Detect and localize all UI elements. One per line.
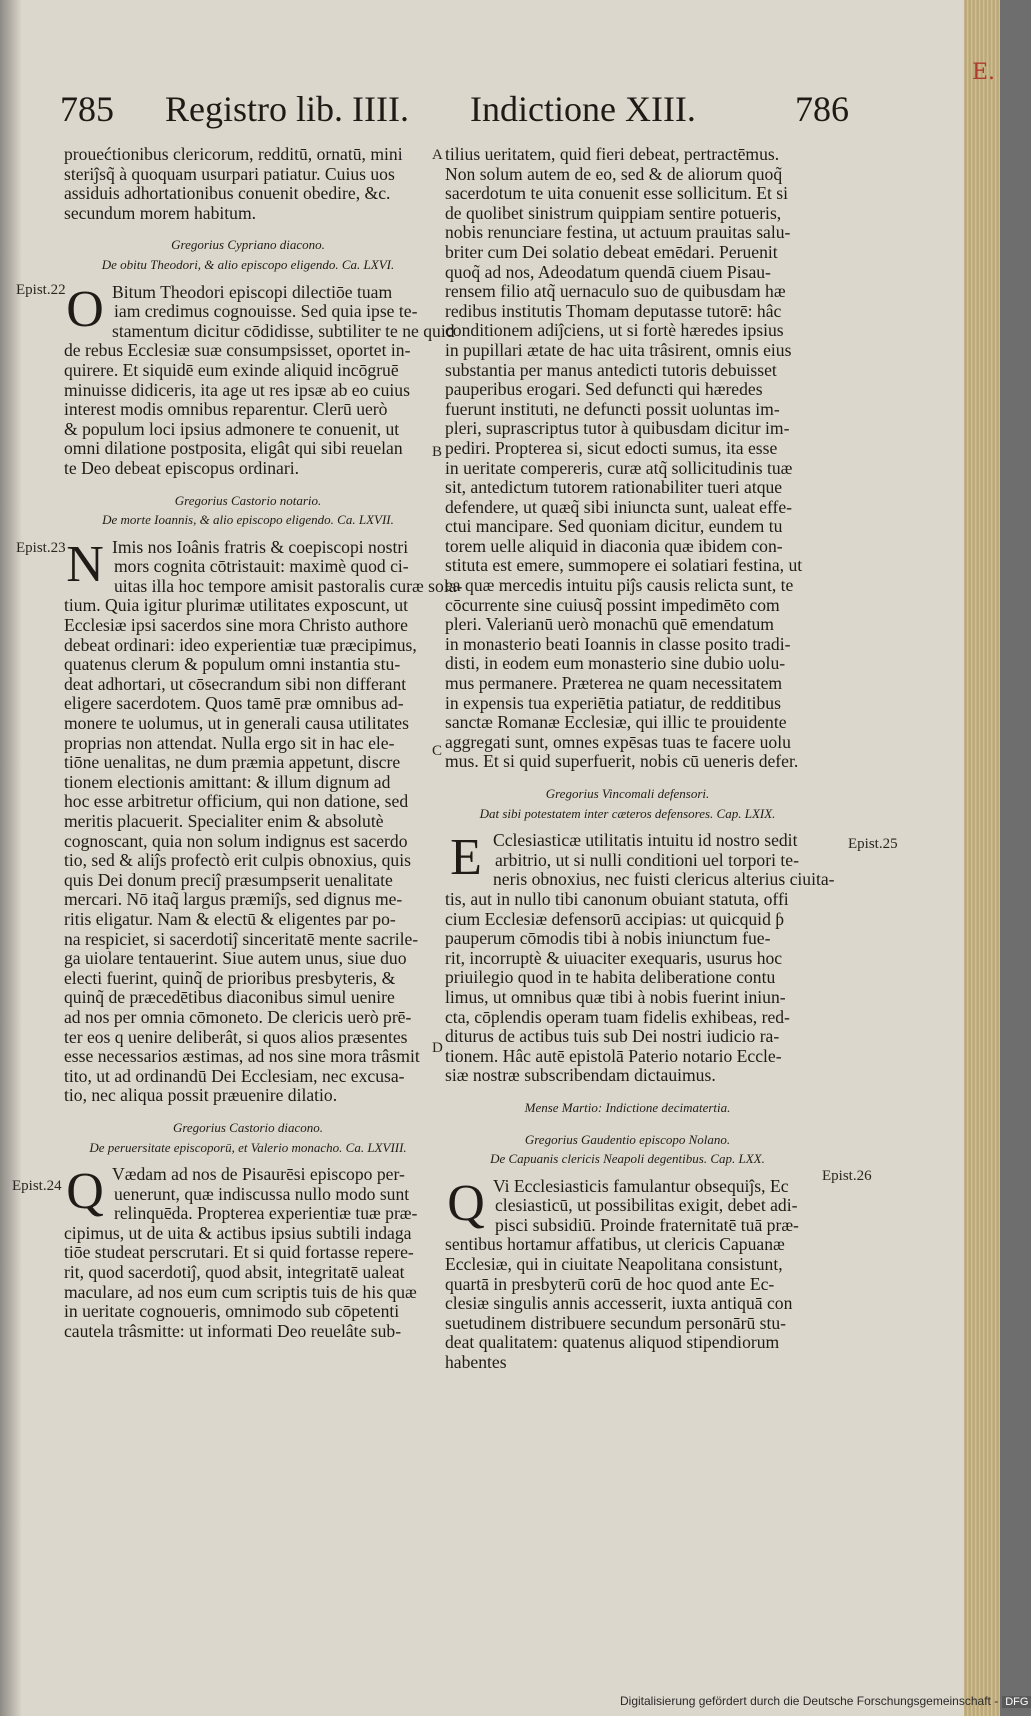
- text-line: interest modis omnibus reparentur. Clerū uerò: [64, 399, 388, 420]
- text-line: steriĵsq̃ à quoquam usurpari patiatur. Cuius uos: [64, 163, 395, 184]
- text-line: na respiciet, si sacerdotiĵ sinceritatē mente sacrile-: [64, 928, 419, 949]
- text-line: de quolibet sinistrum quippiam sentire potueris,: [445, 202, 782, 223]
- text-line: in monasterio beati Ioannis in classe posito tradi-: [445, 633, 791, 654]
- text-line: deat qualitatem: quatenus aliquod stipendiorum: [445, 1332, 780, 1353]
- text-line: nobis renunciare festina, ut actuum prauitas salu-: [445, 222, 791, 243]
- text-line: sit, antedictum tutorem rationabiliter tueri atque: [445, 477, 783, 498]
- drop-cap-initial: E: [450, 829, 482, 887]
- text-line: quoq̃ ad nos, Adeodatum quendā ciuem Pisau-: [445, 261, 771, 282]
- text-line: electi fuerint, quinq̃ de prioribus presbyteris, &: [64, 967, 396, 988]
- running-header: [55, 88, 964, 148]
- text-line: pauperum cōmodis tibi à nobis iniunctum fue-: [445, 928, 771, 949]
- text-line: ctui mancipare. Sed quoniam dicitur, eundem tu: [445, 516, 783, 537]
- text-line: ad nos per omnia cōmoneto. De clericis uerò prē-: [64, 1006, 412, 1027]
- text-line: suetudinem distribuere secundum personārū stu-: [445, 1312, 787, 1333]
- text-line: tiōe studeat perscrutari. Et si quid fortasse repere-: [64, 1242, 414, 1263]
- text-line: rensem filio atq̃ uernaculo suo de quibusdam hæ: [445, 281, 786, 302]
- text-line: cognoscant, quia non solum indignus est sacerdo: [64, 830, 408, 851]
- text-line: aggregati sunt, omnes expēsas tuas te facere uolu: [445, 731, 791, 752]
- drop-cap-initial: N: [66, 535, 104, 593]
- section-marker-d: D: [432, 1040, 443, 1056]
- text-line: cta, cōplendis operam tuam fidelis exhibeas, red-: [445, 1006, 790, 1027]
- text-line: clesiasticū, ut possibilitas exigit, debet adi-: [495, 1195, 798, 1216]
- chapter-subheading: De morte Ioannis, & alio episcopo eligendo. Ca. LXVII.: [102, 512, 394, 528]
- text-line: relinquēda. Propterea experientiæ tuæ præ-: [114, 1203, 418, 1224]
- text-line: meritis placuerit. Specialiter enim & absolutè: [64, 811, 384, 831]
- text-line: disti, in eodem eum monasterio sine dubio uolu-: [445, 653, 786, 674]
- text-line: minuisse didiceris, ita age ut res ipsæ ab eo cuius: [64, 379, 410, 400]
- text-line: pisci subsidiū. Proinde fraternitatē tuā præ-: [495, 1214, 799, 1235]
- margin-note-epist-26: Epist.26: [822, 1168, 872, 1184]
- text-line: quartā in presbyterū corū de hoc quod ante Ec-: [445, 1273, 775, 1294]
- text-line: tio, sed & aliĵs profectò erit culpis obnoxius, quis: [64, 850, 411, 871]
- text-line: tio, nec aliqua possit præuenire dilatio.: [64, 1085, 338, 1106]
- text-line: uenerunt, quæ indiscussa nullo modo sunt: [114, 1183, 410, 1204]
- gutter-shadow: [0, 0, 22, 1716]
- text-line: quinq̃ de præcedētibus diaconibus simul uenire: [64, 987, 395, 1008]
- text-line: Vi Ecclesiasticis famulantur obsequiĵs, Ec: [493, 1175, 789, 1196]
- text-line: sacerdotum te uita conuenit esse sollicitum. Et si: [445, 183, 789, 204]
- letter-heading: Gregorius Vincomali defensori.: [545, 786, 710, 801]
- text-line: tito, ut ad ordinandū Dei Ecclesiam, nec excusa-: [64, 1065, 405, 1086]
- text-line: neris obnoxius, nec fuisti clericus alterius ciuita-: [493, 869, 835, 890]
- text-line: Vædam ad nos de Pisaurēsi episcopo per-: [112, 1164, 405, 1185]
- text-line: pediri. Propterea si, sicut edocti sumus, ita esse: [445, 437, 778, 458]
- text-line: proprias non attendat. Nulla ergo sit in hac ele-: [64, 732, 395, 753]
- text-line: cium Ecclesiæ defensorū accipias: ut quicquid ƥ: [445, 908, 785, 929]
- text-line: monere te uolumus, ut in generali causa utilitates: [64, 713, 409, 734]
- margin-note-epist-22: Epist.22: [16, 282, 66, 298]
- text-line: briter cum Dei solatio debeat emēdari. Peruenit: [445, 241, 778, 262]
- text-line: eligere sacerdotem. Quos tamē præ omnibus ad-: [64, 693, 404, 714]
- text-line: ea quæ mercedis intuitu piĵs causis relicta sunt, te: [445, 575, 794, 596]
- letter-heading: Gregorius Gaudentio episcopo Nolano.: [524, 1131, 731, 1147]
- text-line: mus permanere. Præterea ne quam necessitatem: [445, 673, 783, 694]
- text-line: mus. Et si quid superfuerit, nobis cū ueneris defer.: [445, 751, 799, 772]
- text-line: uitas illa hoc tempore amisit pastoralis curæ sola-: [114, 575, 463, 596]
- right-text-column: [445, 144, 835, 1373]
- text-line: diturus de actibus tuis sub Dei nostri iudicio ra-: [445, 1026, 780, 1047]
- text-line: prouećtionibus clericorum, redditū, ornatū, mini: [64, 144, 403, 164]
- letter-heading: Gregorius Castorio diacono.: [172, 1119, 324, 1135]
- text-line: deat adhortari, ut cōsecrandum sibi non differant: [64, 673, 407, 694]
- section-marker-a: A: [432, 147, 443, 163]
- left-page-number: 785: [60, 89, 114, 129]
- text-line: clesiæ singulis annis accesserit, iuxta antiquā con: [445, 1293, 793, 1314]
- text-line: cipimus, ut de uita & actibus ipsius subtili indaga: [64, 1222, 412, 1243]
- drop-cap-initial: Q: [447, 1174, 485, 1232]
- text-line: priuilegio quod in te habita deliberatione contu: [445, 967, 776, 988]
- text-line: tionem electionis amittant: & illum dignum ad: [64, 771, 391, 792]
- text-line: sentibus hortamur affatibus, ut clericis Capuanæ: [445, 1234, 785, 1255]
- margin-note-epist-24: Epist.24: [12, 1178, 62, 1194]
- dfg-logo: DFG: [1002, 1696, 1031, 1708]
- text-line: pauperibus erogari. Sed defuncti qui hæredes: [445, 379, 763, 400]
- letter-heading: Mense Martio: Indictione decimatertia.: [524, 1099, 731, 1115]
- text-line: iam credimus cognouisse. Sed quia ipse te-: [114, 301, 418, 322]
- footer-text: Digitalisierung gefördert durch die Deutsche Forschungsgemeinschaft -: [620, 1694, 999, 1708]
- text-line: defendere, ut quæq̃ sibi iniuncta sunt, ualeat effe-: [445, 496, 793, 517]
- right-running-title: Indictione XIII.: [470, 89, 696, 129]
- chapter-subheading: De Capuanis clericis Neapoli degentibus. Cap. LXX.: [490, 1151, 765, 1167]
- margin-note-epist-23: Epist.23: [16, 540, 66, 556]
- text-line: ter eos q uenire deliberât, si quos alios præsentes: [64, 1026, 408, 1047]
- text-line: redibus institutis Thomam deputasse tutorē: hâc: [445, 300, 782, 321]
- text-line: Ecclesiæ ipsi sacerdos sine mora Christo authore: [64, 615, 408, 636]
- text-line: arbitrio, ut si nulli conditioni uel torpori te-: [495, 849, 799, 870]
- text-line: stituta est emere, summopere ei solatiari festina, ut: [445, 555, 803, 576]
- text-line: tium. Quia igitur plurimæ utilitates exposcunt, ut: [64, 595, 409, 616]
- text-line: rit, quod sacerdotiĵ, quod absit, integritatē ualeat: [64, 1262, 405, 1283]
- text-line: omni dilatione postposita, eligât qui sibi reuelan: [64, 438, 403, 459]
- text-line: ga uiolare tentauerint. Siue autem unus, siue duo: [64, 948, 407, 969]
- text-line: rit, incorruptè & uiuaciter exequaris, usurus hoc: [445, 947, 783, 968]
- drop-cap-initial: Q: [66, 1163, 104, 1221]
- text-line: tis, aut in nullo tibi canonum obuiant statuta, offi: [445, 888, 789, 909]
- drop-cap-initial: O: [66, 280, 104, 338]
- text-line: Bitum Theodori episcopi dilectiōe tuam: [112, 281, 393, 302]
- text-line: sanctæ Romanæ Ecclesiæ, qui illic te prouidente: [445, 712, 787, 733]
- text-line: de rebus Ecclesiæ suæ consumpsisset, oportet in-: [64, 340, 411, 361]
- text-line: pleri, suprascriptus tutor à quibusdam dicitur im-: [445, 418, 790, 439]
- text-line: ritis eligatur. Nam & electū & eligentes par po-: [64, 908, 396, 929]
- text-line: mors cognita cōtristauit: maximè quod ci-: [114, 556, 409, 577]
- edge-letter: E.: [972, 60, 996, 85]
- text-line: Imis nos Ioânis fratris & coepiscopi nostri: [112, 536, 409, 557]
- text-line: Non solum autem de eo, sed & de aliorum quoq̃: [445, 163, 783, 184]
- text-line: hoc esse arbitretur officium, qui non datione, sed: [64, 791, 409, 812]
- text-line: conditionem adiĵciens, ut si fortè hæredes ipsius: [445, 320, 784, 341]
- text-line: cōcurrente sine cuiusq̃ possint impedimēto com: [445, 594, 780, 615]
- text-line: pleri. Valerianū uerò monachū quē emendatum: [445, 614, 774, 635]
- text-line: te Deo debeat episcopus ordinari.: [64, 457, 299, 478]
- section-marker-c: C: [432, 743, 443, 759]
- text-line: siæ nostræ subscribendam dictauimus.: [445, 1065, 716, 1086]
- right-page-number: 786: [795, 89, 849, 129]
- text-line: stamentum dicitur cōdidisse, subtiliter te ne quid: [112, 320, 455, 341]
- text-line: & populum loci ipsius admonere te conuenit, ut: [64, 418, 400, 439]
- letter-heading: Gregorius Cypriano diacono.: [171, 237, 325, 253]
- text-line: assiduis adhortationibus conuenit obedire, &c.: [64, 183, 391, 204]
- chapter-subheading: Dat sibi potestatem inter cæteros defensores. Cap. LXIX.: [479, 805, 776, 821]
- text-line: in expensis tua experiētia patiatur, de redditibus: [445, 692, 781, 713]
- text-line: debeat ordinari: ideo experientiæ tuæ præcipimus,: [64, 634, 417, 655]
- text-line: tiōne uenalitas, ne dum præmia appetunt, discre: [64, 752, 401, 773]
- text-line: cautela trâsmitte: ut informati Deo reuelâte sub-: [64, 1320, 402, 1341]
- text-line: Ecclesiæ, qui in ciuitate Neapolitana consistunt,: [445, 1254, 783, 1275]
- text-line: habentes: [445, 1352, 507, 1373]
- text-line: in pupillari ætate de hac uita trâsirent, omnis eius: [445, 339, 792, 360]
- text-line: in ueritate cognoueris, omnimodo sub cōpetenti: [64, 1301, 400, 1322]
- text-line: Cclesiasticæ utilitatis intuitu id nostro sedit: [493, 830, 798, 851]
- text-line: quis Dei donum preciĵ præsumpserit uenalitate: [64, 869, 393, 890]
- page-edges: [964, 0, 1000, 1716]
- text-line: tilius ueritatem, quid fieri debeat, pertractēmus.: [445, 144, 780, 164]
- text-line: secundum morem habitum.: [64, 202, 257, 223]
- text-line: quirere. Et siquidē eum exinde aliquid incōgruē: [64, 359, 399, 380]
- text-line: fuerunt instituti, ne defuncti possit uoluntas im-: [445, 398, 780, 419]
- left-running-title: Registro lib. IIII.: [165, 89, 409, 129]
- chapter-subheading: De obitu Theodori, & alio episcopo eligendo. Ca. LXVI.: [101, 256, 395, 272]
- margin-note-epist-25: Epist.25: [848, 836, 898, 852]
- text-line: in ueritate compereris, curæ atq̃ sollicitudinis tuæ: [445, 457, 793, 478]
- letter-heading: Gregorius Castorio notario.: [174, 492, 322, 508]
- text-line: tionem. Hâc autē epistolā Paterio notario Eccle-: [445, 1045, 782, 1066]
- section-marker-b: B: [432, 444, 443, 460]
- left-text-column: [64, 144, 463, 1341]
- text-line: maculare, ad nos eum cum scriptis tuis de his quæ: [64, 1281, 417, 1302]
- text-line: quatenus clerum & populum omni instantia stu-: [64, 654, 401, 675]
- text-line: limus, ut omnibus quæ tibi à nobis fuerint iniun-: [445, 986, 786, 1007]
- text-line: mercari. Nō itaq̃ largus præmiĵs, sed dignus me-: [64, 889, 403, 910]
- text-line: substantia per manus antedicti tutoris debuisset: [445, 359, 777, 380]
- chapter-subheading: De peruersitate episcoporū, et Valerio monacho. Ca. LXVIII.: [89, 1139, 407, 1155]
- digitization-footer: [620, 1694, 1031, 1708]
- text-line: esse necessarios æstimas, ad nos sine mora trâsmit: [64, 1046, 420, 1067]
- text-line: torem uelle aliquid in diaconia quæ ibidem con-: [445, 535, 783, 556]
